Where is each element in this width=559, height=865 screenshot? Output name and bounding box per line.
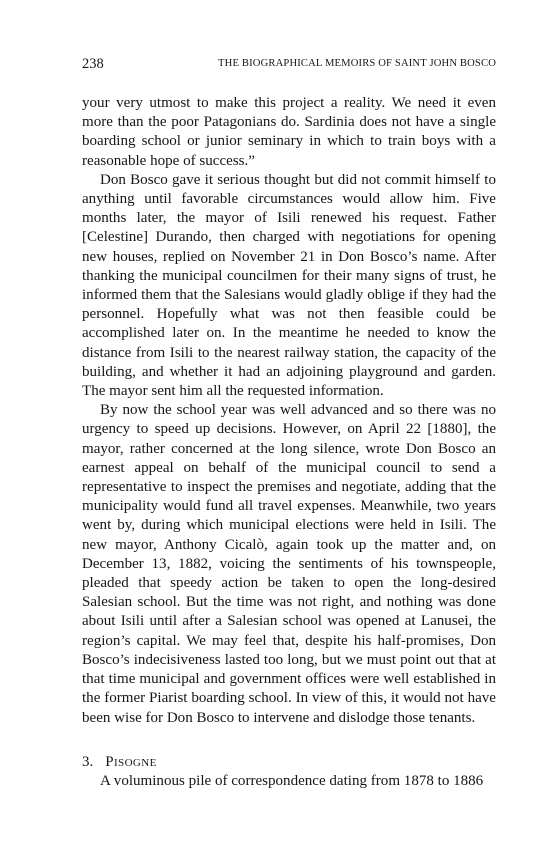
section-title: Pisogne	[105, 753, 157, 770]
page-number: 238	[82, 56, 104, 72]
paragraph-pisogne: A voluminous pile of correspondence dating from 1878 to 1886	[100, 772, 484, 789]
paragraph-school-year: By now the school year was well advanced and so there was no urgency to speed up decisions. However, on April 22 [1880], the mayor, rather concerned at the long silence, wrote Don Bosco an earnest appeal on behalf of the municipal council to send a representative to inspect the premises and negotiate, adding that the municipality would fund all travel expenses. Meanwhile, two years went by, during which municipal elections were held in Isili. The new mayor, Anthony Cicalò, again took up the matter and, on December 13, 1882, voicing the sentiments of his townspeople, pleaded that speedy action be taken to open the long-desired Salesian school. But the time was not right, and nothing was done about Isili until after a Salesian school was opened at Lanusei, the region’s capital. We may feel that, despite his half-promises, Don Bosco’s indecisiveness lasted too long, but we must point out that at that time municipal and government offices were well established in the former Piarist boarding school. In view of this, it would not have been wise for Don Bosco to intervene and dislodge those tenants.	[82, 402, 496, 726]
section-heading	[82, 753, 496, 772]
running-head	[82, 52, 496, 76]
section-number: 3.	[82, 753, 94, 770]
running-title: THE BIOGRAPHICAL MEMOIRS OF SAINT JOHN BOSCO	[218, 58, 496, 69]
paragraph-continuation: your very utmost to make this project a reality. We need it even more than the poor Patagonians do. Sardinia does not have a single boarding school or junior seminary in which to train boys with a reasonable hope of success.”	[82, 95, 496, 169]
paragraph-durando-reply: Don Bosco gave it serious thought but did not commit himself to anything until favorable circumstances would allow him. Five months later, the mayor of Isili renewed his request. Father [Celestine] Durando, then charged with negotiations for opening new houses, replied on November 21 in Don Bosco’s name. After thanking the municipal councilmen for their many signs of trust, he informed them that the Salesians would gladly oblige if they had the personnel. Hopefully what was not then feasible could be accomplished later on. In the meantime he needed to know the distance from Isili to the nearest railway station, the capacity of the building, and whether it had an adjoining playground and garden. The mayor sent him all the requested information.	[82, 171, 496, 400]
body-text	[82, 94, 496, 791]
book-page	[82, 52, 496, 791]
